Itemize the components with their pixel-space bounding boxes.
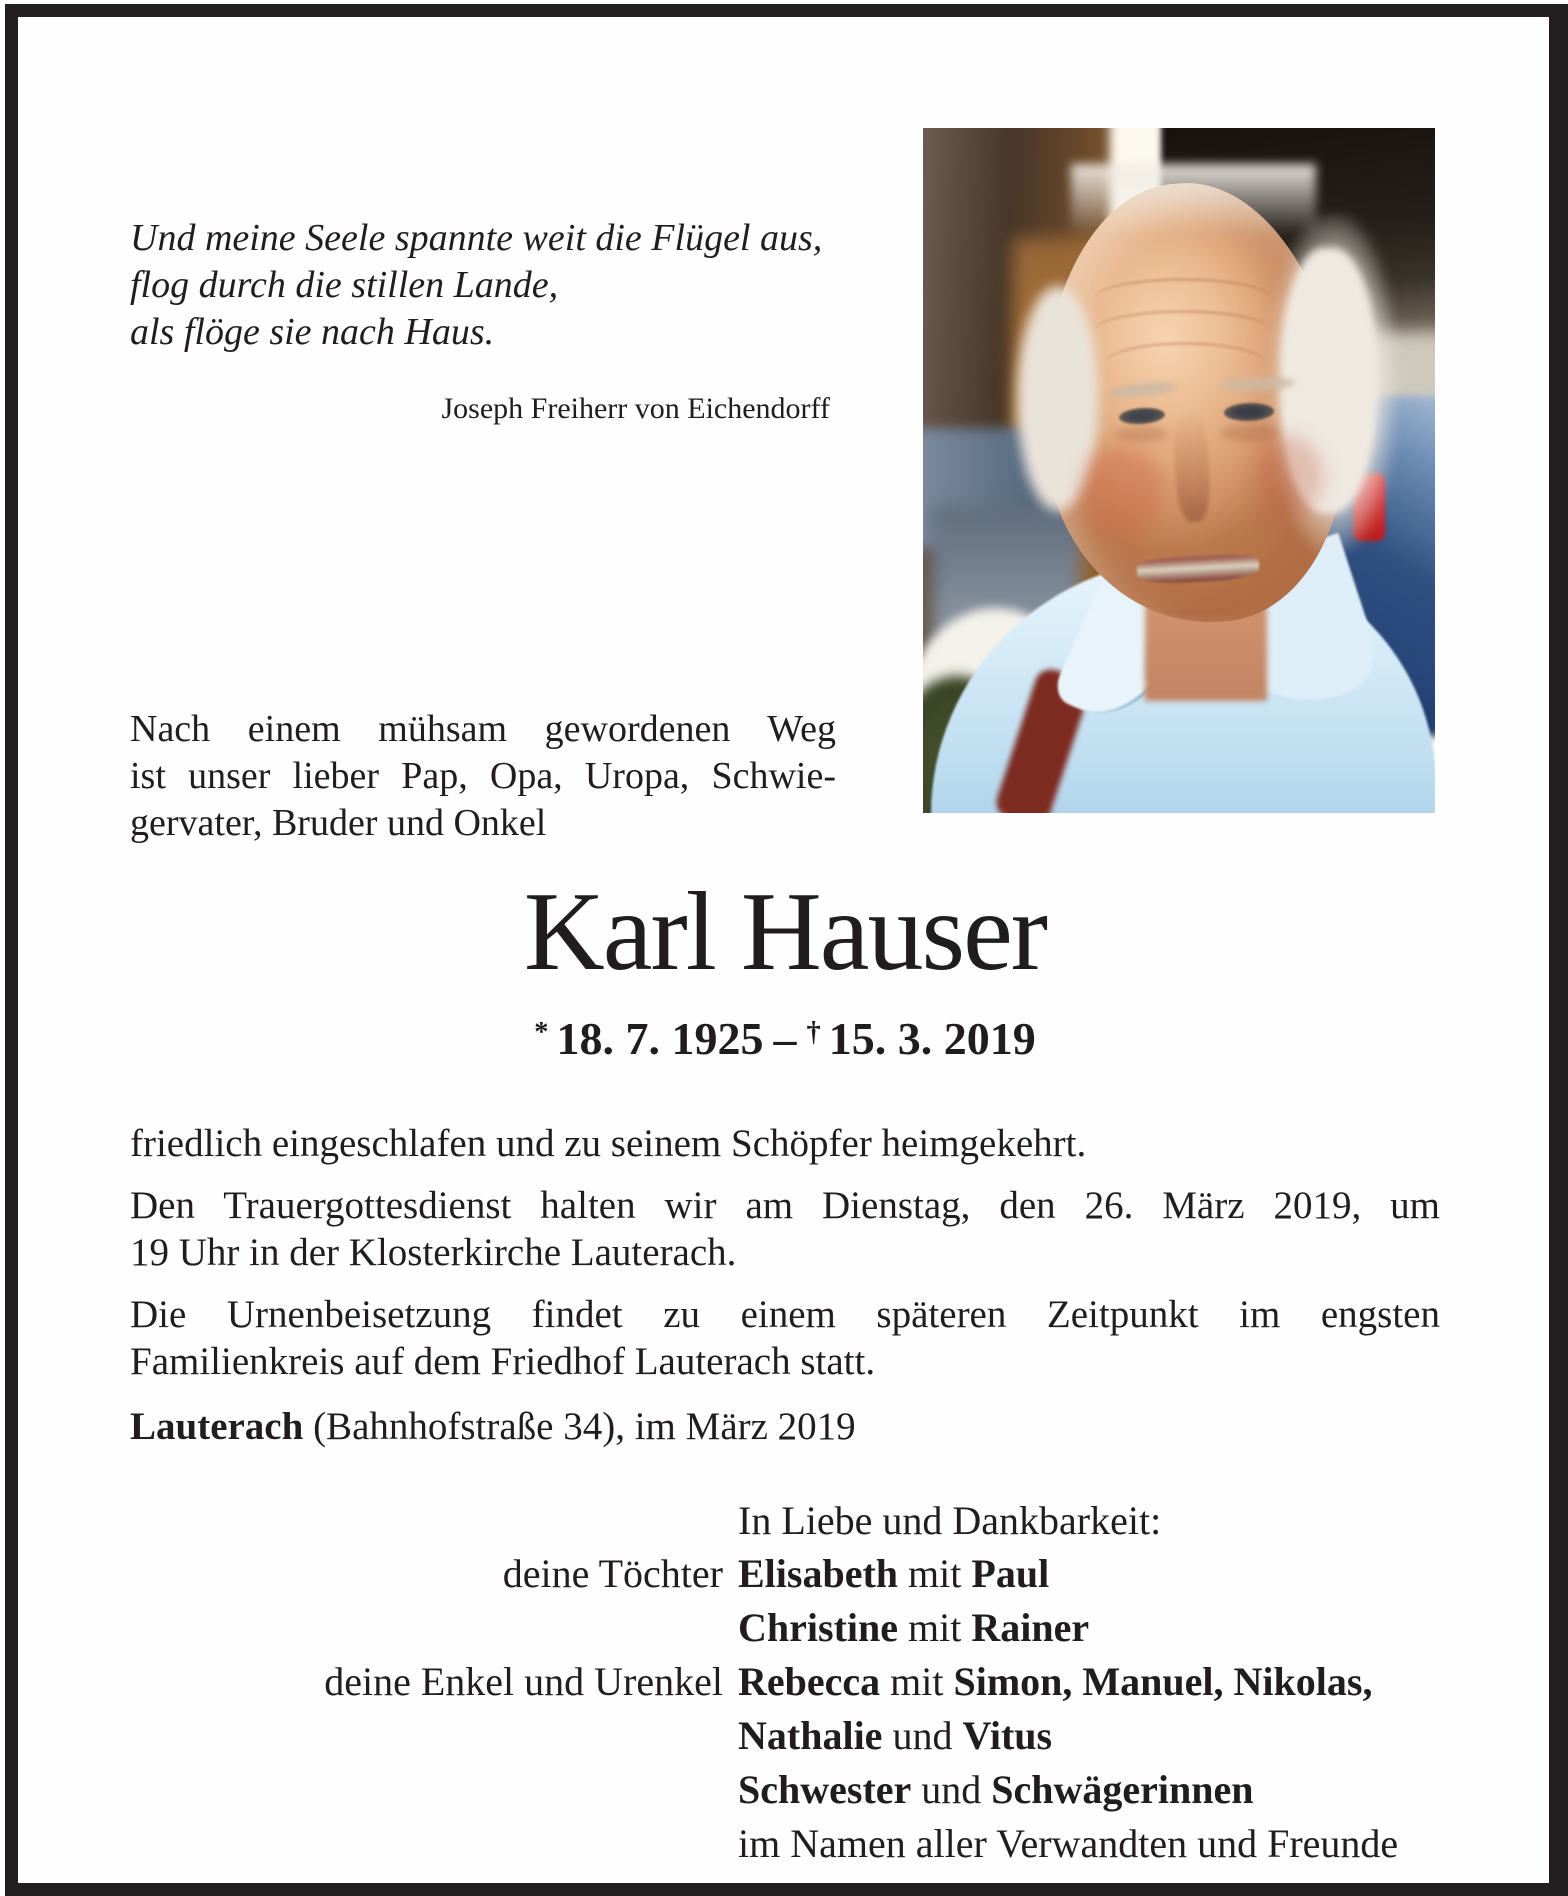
mourner-names	[738, 1547, 1446, 1601]
life-dates	[130, 1012, 1440, 1065]
text-line: Den Trauergottesdienst halten wir am Dienstag, den 26. März 2019, um	[130, 1184, 1440, 1227]
mourners-list	[130, 1547, 1446, 1871]
name-bold: Rainer	[971, 1605, 1090, 1650]
birth-symbol: *	[534, 1017, 549, 1049]
name-bold: Christine	[738, 1605, 898, 1650]
death-symbol: †	[806, 1017, 821, 1049]
name-bold: Schwester	[738, 1767, 912, 1812]
relation-label: deine Töchter	[502, 1551, 723, 1596]
death-date: 15. 3. 2019	[828, 1013, 1036, 1064]
relation-label	[130, 1817, 723, 1871]
text-segment: mit	[898, 1605, 972, 1650]
name-bold: Lauterach	[130, 1405, 304, 1448]
text-line: 19 Uhr in der Klosterkirche Lauterach.	[130, 1231, 737, 1274]
name-bold: Simon, Manuel, Nikolas,	[953, 1659, 1373, 1704]
text-line: als flöge sie nach Haus.	[130, 311, 495, 353]
text-line: Die Urnenbeisetzung findet zu einem späteren Zeitpunkt im engsten	[130, 1293, 1440, 1336]
text-line: Nach einem mühsam gewordenen Weg	[130, 708, 836, 750]
date-separator: –	[773, 1013, 797, 1064]
photo-eye-bag-left	[1115, 426, 1169, 442]
paragraph	[130, 1120, 1440, 1167]
relation-label	[130, 1709, 723, 1763]
mourner-row	[130, 1709, 1446, 1763]
announcement-body	[130, 1120, 1440, 1400]
photo-eye-bag-right	[1221, 424, 1279, 442]
text-segment: im Namen aller Verwandten und Freunde	[738, 1821, 1399, 1866]
mourner-row	[130, 1547, 1446, 1601]
deceased-name: Karl Hauser	[523, 870, 1047, 994]
mourner-row	[130, 1655, 1446, 1709]
mourner-names	[738, 1601, 1446, 1655]
portrait-photo	[923, 128, 1435, 813]
relation-label	[130, 1601, 723, 1655]
mourner-row	[130, 1601, 1446, 1655]
relation-label	[130, 1763, 723, 1817]
text-segment: mit	[880, 1659, 954, 1704]
text-segment: mit	[898, 1551, 972, 1596]
place-dateline	[130, 1404, 1440, 1449]
name-bold: Vitus	[962, 1713, 1053, 1758]
text-segment: (Bahnhofstraße 34), im März 2019	[303, 1405, 856, 1448]
photo-cheek-left	[1081, 446, 1163, 538]
announcement-intro	[130, 706, 836, 847]
photo-cheek-right	[1253, 436, 1323, 518]
text-line: gervater, Bruder und Onkel	[130, 802, 547, 844]
mourner-names	[738, 1817, 1446, 1871]
mourner-names	[738, 1709, 1446, 1763]
mourner-names	[738, 1763, 1446, 1817]
text-line: flog durch die stillen Lande,	[130, 264, 559, 306]
text-line: ist unser lieber Pap, Opa, Uropa, Schwie-	[130, 755, 836, 797]
name-bold: Nathalie	[738, 1713, 883, 1758]
birth-date: 18. 7. 1925	[556, 1013, 764, 1064]
text-segment: und	[882, 1713, 963, 1758]
mourner-names	[738, 1655, 1446, 1709]
relation-label: deine Enkel und Urenkel	[324, 1659, 723, 1704]
mourner-row	[130, 1763, 1446, 1817]
poem	[130, 214, 836, 355]
mourner-row	[130, 1817, 1446, 1871]
text-line: Und meine Seele spannte weit die Flügel aus,	[130, 217, 823, 259]
name-bold: Rebecca	[738, 1659, 881, 1704]
photo-hair-top	[1071, 164, 1316, 236]
text-segment: und	[911, 1767, 992, 1812]
name-bold: Schwägerinnen	[991, 1767, 1254, 1812]
paragraph	[130, 1291, 1440, 1385]
poem-attribution: Joseph Freiherr von Eichendorff	[441, 392, 830, 425]
paragraph	[130, 1182, 1440, 1276]
text-line: friedlich eingeschlafen und zu seinem Schöpfer heimgekehrt.	[130, 1122, 1087, 1165]
photo-chin-crease	[1157, 594, 1239, 615]
text-line: Familienkreis auf dem Friedhof Lauterach statt.	[130, 1340, 876, 1383]
name-bold: Elisabeth	[738, 1551, 899, 1596]
closing-heading: In Liebe und Dankbarkeit:	[738, 1498, 1162, 1543]
name-bold: Paul	[971, 1551, 1050, 1596]
